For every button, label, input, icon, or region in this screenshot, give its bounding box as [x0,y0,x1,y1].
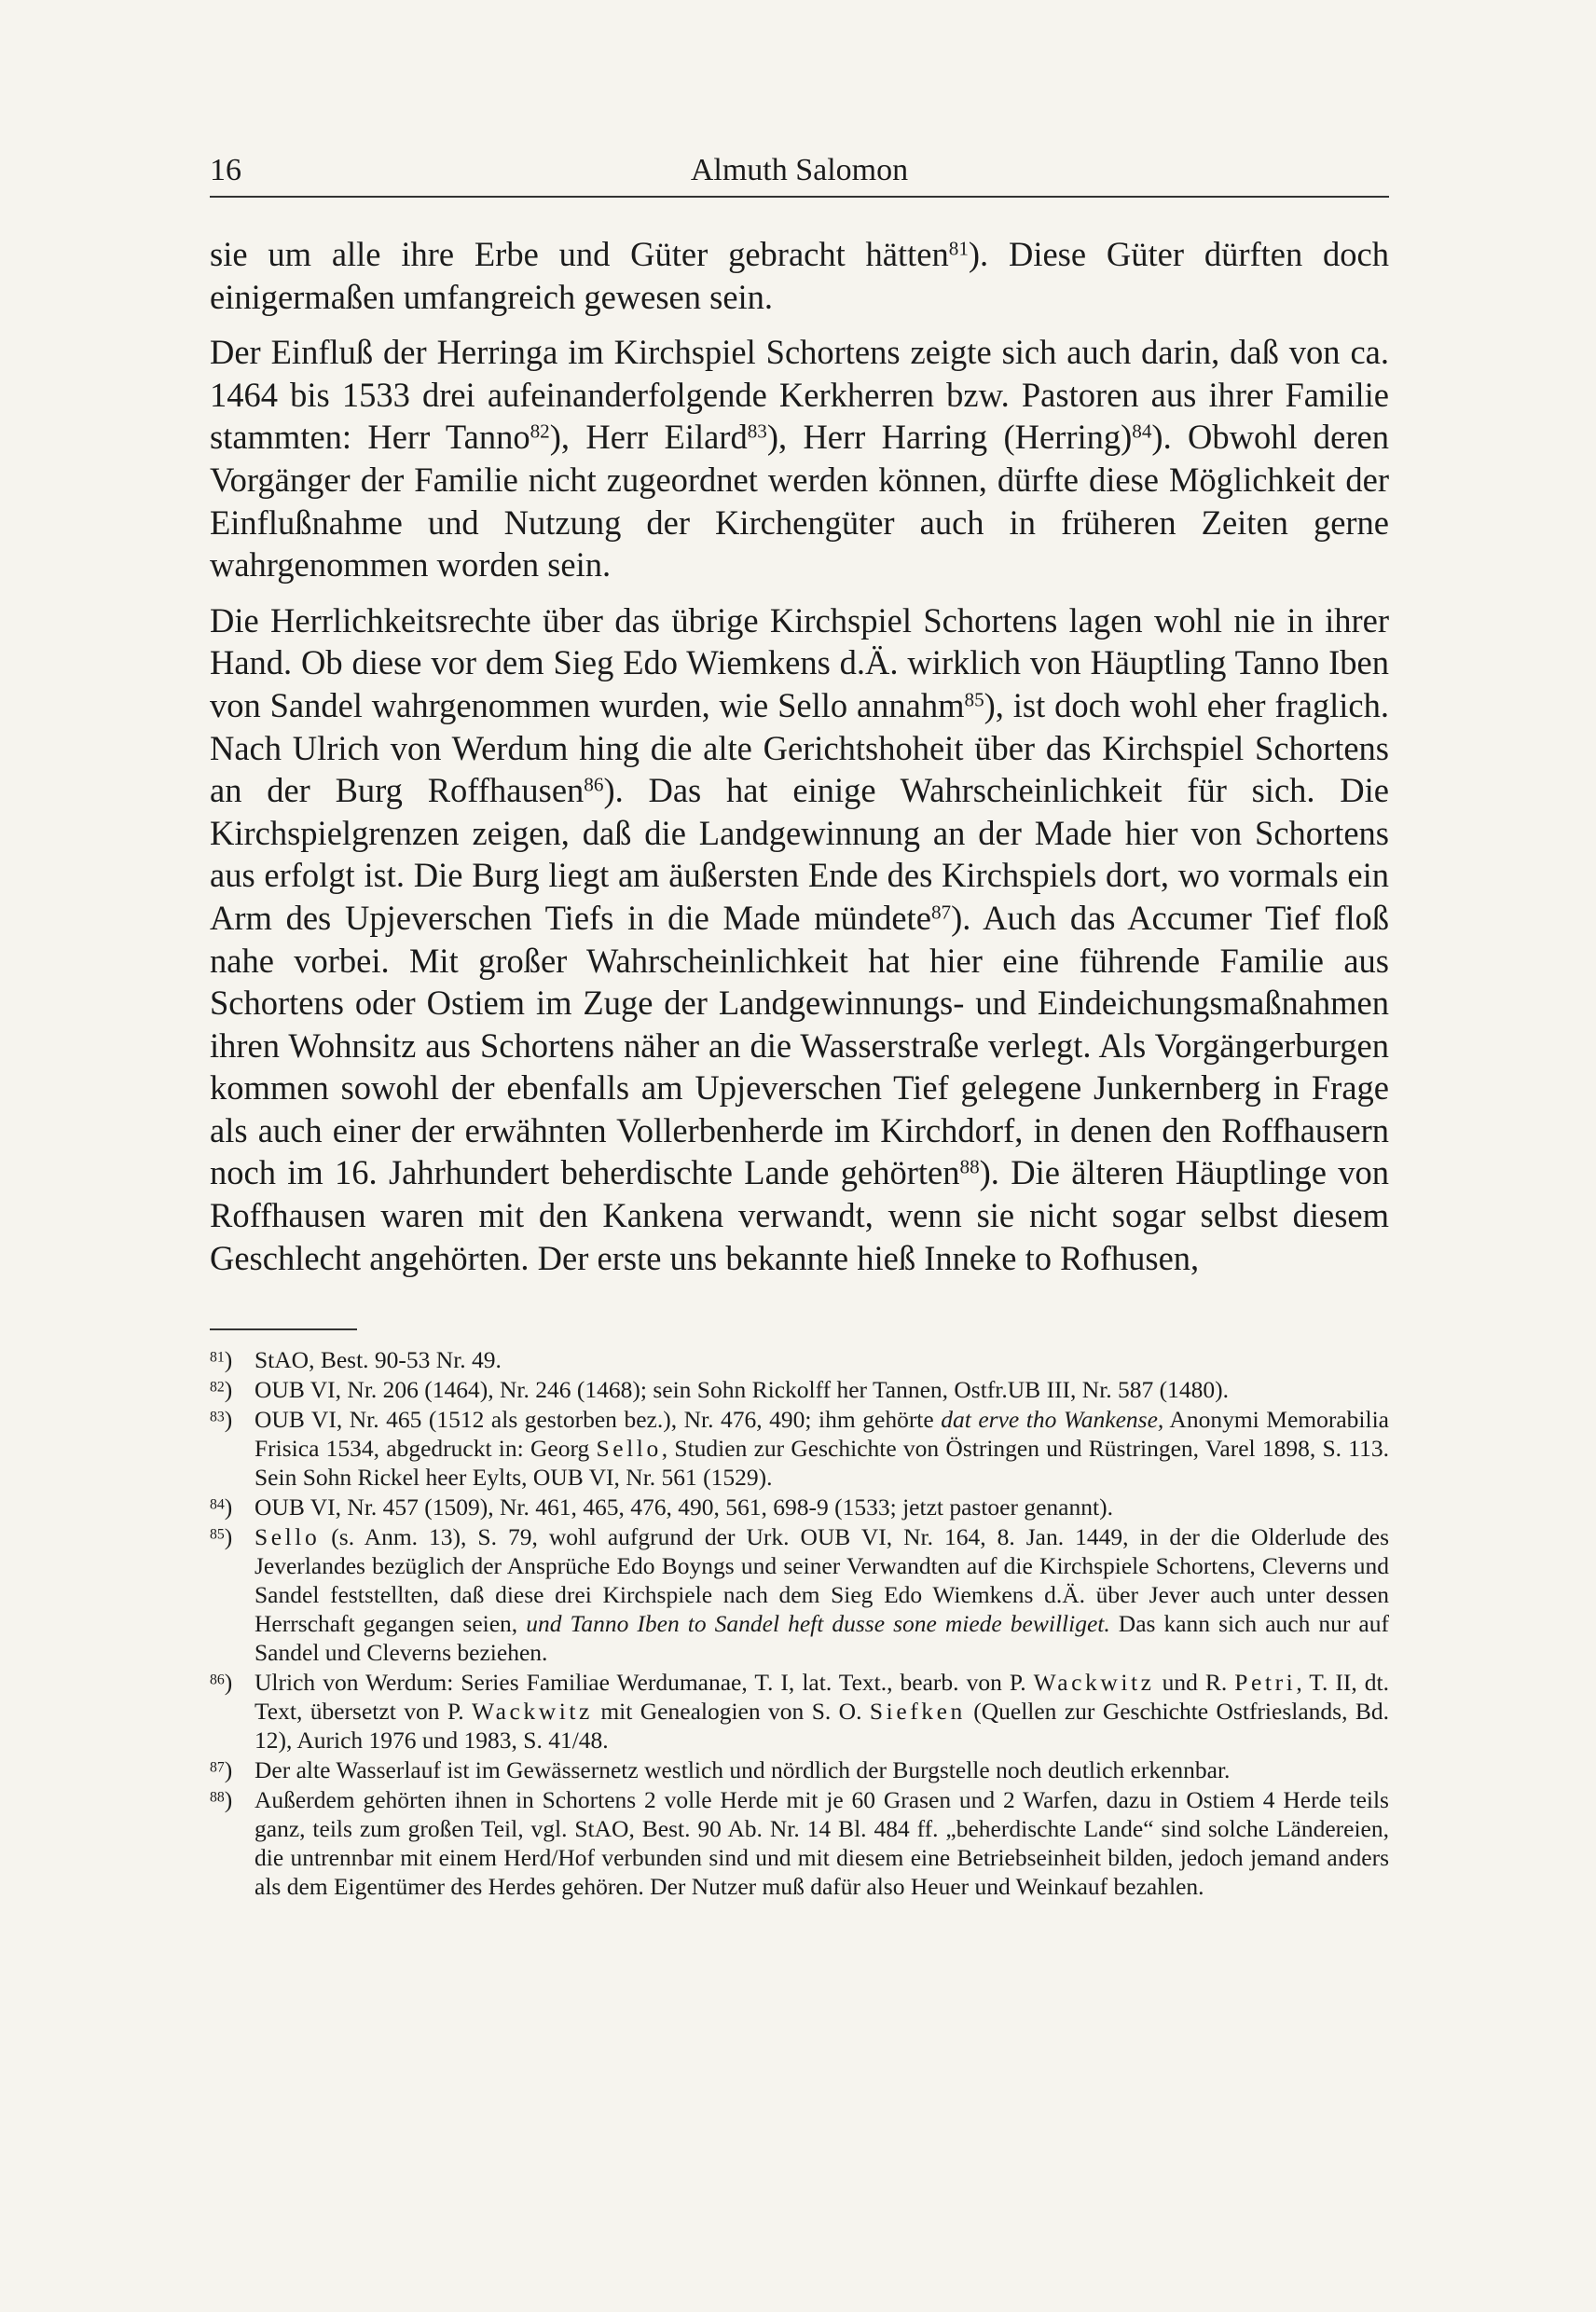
footnote-85 [210,1522,1389,1667]
footnote-number-value: 87 [210,1759,225,1776]
text-run: ), ist doch wohl eher fraglich. Nach Ulrich von Werdum hing die alte Gerichtshoheit über das Kirchspiel Schortens an der Burg Roffhausen [210,685,1390,810]
footnote-text: StAO, Best. 90-53 Nr. 49. [255,1346,502,1373]
footnote-number-value: 83 [210,1409,225,1425]
paragraph-2 [210,331,1389,586]
author-name: Sello [596,1435,662,1462]
author-name: Petri [1234,1669,1297,1696]
footnote-ref-84[interactable]: 84 [1132,420,1152,443]
footnote-text [255,1405,1389,1492]
page-number: 16 [210,153,241,187]
text-run: , Studien zur Geschichte von Östringen und Rüstringen, Varel 1898, S. 113. Sein Sohn Rickel heer Eylts, OUB VI, Nr. 561 (1529). [255,1435,1389,1491]
text-run: sie um alle ihre Erbe und Güter gebracht hätten [210,235,949,273]
text-run: ), Herr Eilard [549,418,748,457]
footnote-ref-82[interactable]: 82 [530,420,550,443]
footnote-text: Außerdem gehörten ihnen in Schortens 2 volle Herde mit je 60 Grasen und 2 Warfen, dazu in Ostiem 4 Herde teils ganz, teils zum großen Teil, vgl. StAO, Best. 90 Ab. Nr. 14 Bl. 484 ff. „beherdischte Lande“ sind solche Ländereien, die untrennbar mit einem Herd/Hof verbunden sind und mit diesem eine Betriebseinheit bilden, jedoch jemand anders als dem Eigentümer des Herdes gehören. Der Nutzer muß dafür also Heuer und Weinkauf bezahlen. [255,1786,1389,1900]
text-run: Das kann sich auch nur auf Sandel und Cleverns beziehen. [255,1610,1389,1666]
author-name: Siefken [869,1698,966,1725]
footnote-number-value: 82 [210,1379,225,1396]
footnote-number: $^{86}$) [210,1669,233,1696]
footnote-text [255,1668,1389,1755]
author-name: Sello [255,1523,321,1550]
text-run: ). Diese Güter dürften doch einigermaßen umfangreich gewesen sein. [210,235,1389,316]
italic-quote: und Tanno Iben to Sandel heft dusse sone miede bewilliget. [526,1610,1110,1637]
text-run: und R. [1154,1669,1235,1696]
footnote-number: $^{82}$) [210,1376,233,1403]
footnote-87 [210,1755,1389,1784]
text-run: OUB VI, Nr. 465 (1512 als gestorben bez.), Nr. 476, 490; ihm gehörte [255,1406,942,1433]
footnote-ref-81[interactable]: 81 [948,237,969,260]
text-run: mit Genealogien von S. O. [592,1698,870,1725]
text-run: (s. Anm. 13), S. 79, wohl aufgrund der Urk. OUB VI, Nr. 164, 8. Jan. 1449, in der die Olderlude des Jeverlandes bezüglich der Ansprüche Edo Boyngs und seiner Verwandten auf die Kirchspiele Schortens, Cleverns und Sandel feststellten, daß diese drei Kirchspiele nach dem Sieg Edo Wiemkens d.Ä. über Jever auch unter dessen Herrschaft gegangen seien, [255,1523,1389,1637]
text-run: ). Auch das Accumer Tief floß nahe vorbei. Mit großer Wahrscheinlichkeit hat hier eine führende Familie aus Schortens oder Ostiem im Zuge der Landgewinnungs- und Eindeichungsmaßnahmen ihren Wohnsitz aus Schortens näher an die Wasserstraße verlegt. Als Vorgängerburgen kommen sowohl der ebenfalls am Upjeverschen Tief gelegene Junkernberg in Frage als auch einer der erwähnten Vollerbenherde im Kirchdorf, in denen den Roffhausern noch im 16. Jahrhundert beherdischte Lande gehörten [210,898,1390,1192]
paragraph-3 [210,599,1389,1280]
text-run: Anonymi Memorabilia Frisica 1534, abgedruckt in: Georg [255,1406,1389,1462]
text-run: (Quellen zur Geschichte Ostfrieslands, Bd. 12), Aurich 1976 und 1983, S. 41/48. [255,1698,1390,1754]
footnote-number-value: 84 [210,1496,225,1513]
footnote-number: $^{81}$) [210,1346,233,1373]
footnote-number: $^{84}$) [210,1493,233,1521]
footnote-text: Der alte Wasserlauf ist im Gewässernetz westlich und nördlich der Burgstelle noch deutlich erkennbar. [255,1756,1231,1783]
footnote-number: $^{88}$) [210,1786,233,1813]
text-run: ). Das hat einige Wahrscheinlichkeit für sich. Die Kirchspielgrenzen zeigen, daß die Landgewinnung an der Made hier von Schortens aus erfolgt ist. Die Burg liegt am äußersten Ende des Kirchspiels dort, wo vormals ein Arm des Upjeverschen Tiefs in die Made mündete [210,771,1389,937]
footnote-88 [210,1785,1389,1901]
footnote-84 [210,1493,1389,1521]
text-run: ). Obwohl deren Vorgänger der Familie nicht zugeordnet werden können, dürfte diese Möglichkeit der Einflußnahme und Nutzung der Kirchengüter auch in früheren Zeiten gerne wahrgenommen worden sein. [210,418,1389,585]
text-run: ), Herr Harring (Herring) [766,418,1133,457]
footnote-number: $^{87}$) [210,1756,233,1783]
footnote-text: OUB VI, Nr. 206 (1464), Nr. 246 (1468); sein Sohn Rickolff her Tannen, Ostfr.UB III, Nr. 587 (1480). [255,1376,1230,1403]
paragraph-1 [210,233,1389,318]
footnote-81 [210,1345,1389,1374]
italic-quote: dat erve tho Wankense, [941,1406,1164,1433]
footnote-text: OUB VI, Nr. 457 (1509), Nr. 461, 465, 476, 490, 561, 698-9 (1533; jetzt pastoer genannt). [255,1493,1113,1521]
text-run: Ulrich von Werdum: Series Familiae Werdumanae, T. I, lat. Text., bearb. von P. [255,1669,1034,1696]
footnote-ref-85[interactable]: 85 [964,688,984,711]
footnote-ref-87[interactable]: 87 [930,901,952,924]
text-run: ). Die älteren Häuptlinge von Roffhausen waren mit den Kankena verwandt, wenn sie nicht sogar selbst diesem Geschlecht angehörten. Der erste uns bekannte hieß Inneke to Rofhusen, [210,1153,1389,1277]
text-run: Die Herrlichkeitsrechte über das übrige Kirchspiel Schortens lagen wohl nie in ihrer Hand. Ob diese vor dem Sieg Edo Wiemkens d.Ä. wirklich von Häuptling Tanno Iben von Sandel wahrgenommen wurden, wie Sello annahm [210,600,1389,724]
footnote-ref-83[interactable]: 83 [747,420,767,443]
footnote-separator [210,1328,357,1330]
footnotes [210,1345,1389,1902]
footnote-number-value: 85 [210,1526,225,1543]
text-run: , T. II, dt. Text, übersetzt von P. [255,1669,1389,1725]
running-header [210,149,1389,198]
footnote-number-value: 88 [210,1789,225,1806]
footnote-ref-86[interactable]: 86 [584,773,604,796]
footnote-number-value: 81 [210,1349,225,1366]
main-text [210,233,1389,1292]
author-name: Wackwitz [472,1698,593,1725]
footnote-number: $^{85}$) [210,1523,233,1550]
text-run: Der Einfluß der Herringa im Kirchspiel Schortens zeigte sich auch darin, daß von ca. 1464 bis 1533 drei aufeinanderfolgende Kerkherren bzw. Pastoren aus ihrer Familie stammten: Herr Tanno [210,333,1389,457]
footnote-82 [210,1375,1389,1404]
running-head-author: Almuth Salomon [690,153,909,187]
footnote-86 [210,1668,1389,1755]
footnote-number: $^{83}$) [210,1406,233,1433]
footnote-text [255,1522,1389,1667]
footnote-ref-88[interactable]: 88 [959,1155,980,1178]
author-name: Wackwitz [1033,1669,1155,1696]
footnote-83 [210,1405,1389,1492]
footnote-number-value: 86 [210,1672,225,1688]
